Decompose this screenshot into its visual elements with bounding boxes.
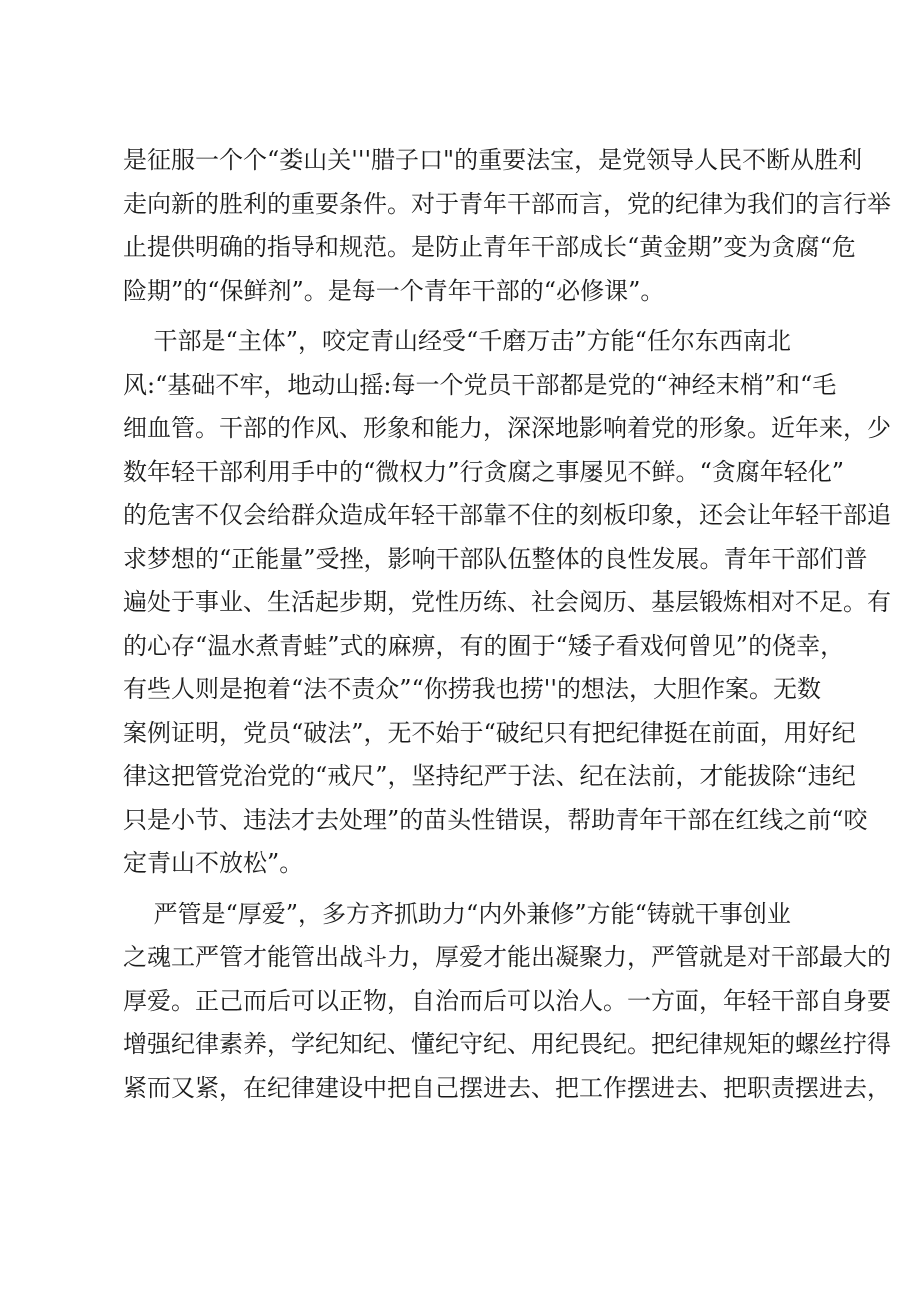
paragraph — [123, 893, 891, 1111]
text-line: 干部是“主体”，咬定青山经受“千磨万击”方能“任尔东西南北 — [123, 327, 791, 355]
paragraph — [123, 320, 891, 886]
text-line: 之魂工严管才能管出战斗力，厚爱才能出凝聚力，严管就是对干部最大的 — [123, 943, 891, 971]
text-line: 有些人则是抱着“法不责众”“你捞我也捞''的想法，大胆作案。无数 — [123, 675, 822, 703]
paragraph-gap — [123, 313, 809, 320]
text-line: 风:“基础不牢，地动山摇:每一个党员干部都是党的“神经末梢”和“毛 — [123, 370, 837, 399]
paragraph-gap — [123, 886, 809, 893]
text-line: 细血管。干部的作风、形象和能力，深深地影响着党的形象。近年来，少 — [123, 414, 891, 442]
text-line: 严管是“厚爱”，多方齐抓助力“内外兼修”方能“铸就干事创业 — [123, 899, 791, 928]
text-line: 只是小节、违法才去处理”的苗头性错误，帮助青年干部在红线之前“咬 — [123, 805, 868, 834]
text-line: 是征服一个个“娄山关'''腊子口"的重要法宝，是党领导人民不断从胜利 — [123, 146, 863, 174]
text-line: 数年轻干部利用手中的“微权力”行贪腐之事屡见不鲜。“贪腐年轻化” — [123, 457, 845, 486]
text-line: 的心存“温水煮青蛙”式的麻痹，有的囿于“矮子看戏何曾见”的侥幸， — [123, 631, 845, 660]
document-body — [123, 139, 891, 1110]
text-line: 增强纪律素养，学纪知纪、懂纪守纪、用纪畏纪。把纪律规矩的螺丝拧得 — [123, 1030, 891, 1058]
text-line: 走向新的胜利的重要条件。对于青年干部而言，党的纪律为我们的言行举 — [123, 189, 891, 218]
text-line: 的危害不仅会给群众造成年轻干部靠不住的刻板印象，还会让年轻干部追 — [123, 501, 891, 529]
text-line: 紧而又紧，在纪律建设中把自己摆进去、把工作摆进去、把职责摆进去， — [123, 1073, 891, 1102]
text-line: 止提供明确的指导和规范。是防止青年干部成长“黄金期”变为贪腐“危 — [123, 233, 856, 261]
text-line: 定青山不放松”。 — [123, 849, 304, 877]
text-line: 险期”的“保鲜剂”。是每一个青年干部的“必修课”。 — [123, 276, 665, 305]
text-line: 求梦想的“正能量”受挫，影响干部队伍整体的良性发展。青年干部们普 — [123, 544, 868, 573]
paragraph — [123, 139, 891, 313]
text-line: 厚爱。正己而后可以正物，自治而后可以治人。一方面，年轻干部自身要 — [123, 986, 891, 1015]
text-line: 案例证明，党员“破法”，无不始于“破纪只有把纪律挺在前面，用好纪 — [123, 718, 856, 747]
text-line: 律这把管党治党的“戒尺”，坚持纪严于法、纪在法前，才能拔除“违纪 — [123, 762, 856, 790]
text-line: 遍处于事业、生活起步期，党性历练、社会阅历、基层锻炼相对不足。有 — [123, 588, 891, 616]
